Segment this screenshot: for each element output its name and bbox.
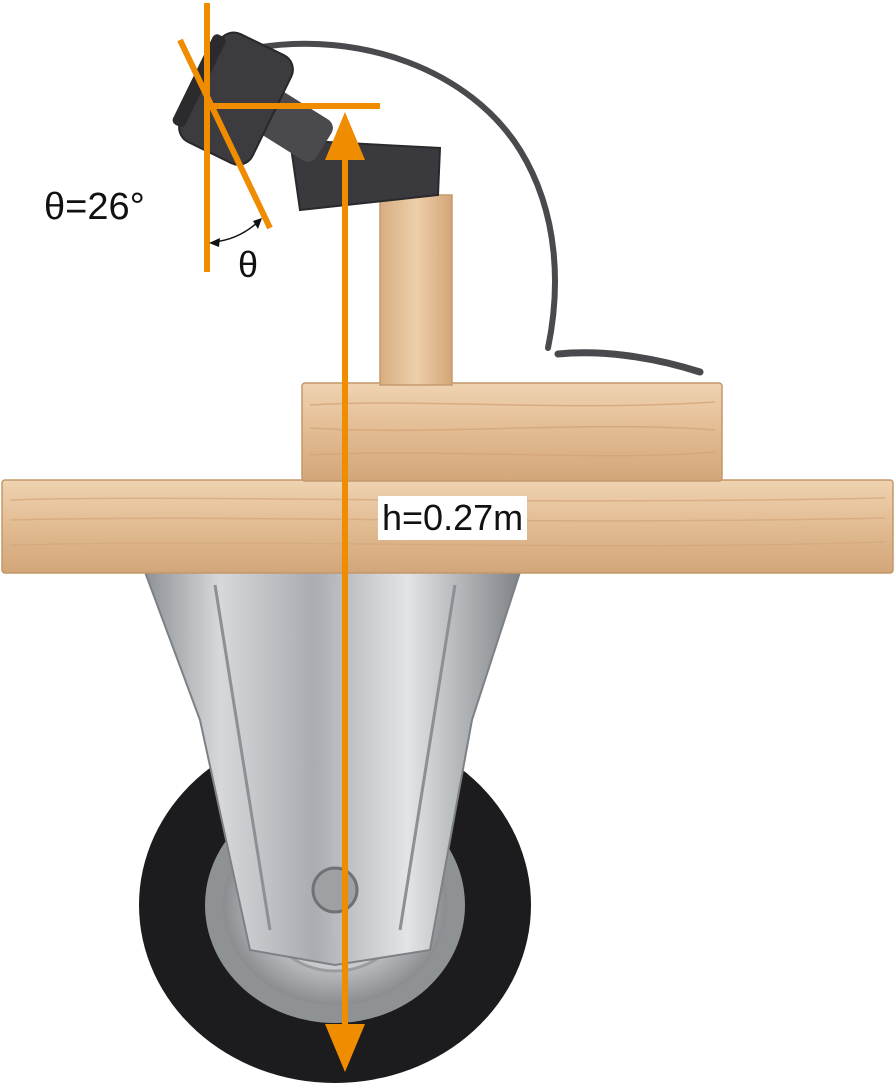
- angle-symbol-label: θ: [238, 244, 259, 285]
- axle-bolt: [313, 868, 357, 912]
- wooden-post: [380, 195, 452, 385]
- height-arrow-head-top: [325, 112, 365, 160]
- height-value-label: h=0.27m: [378, 496, 527, 540]
- cable-end: [558, 353, 700, 372]
- angle-value-label: θ=26°: [44, 186, 145, 228]
- wooden-upper-block: [302, 383, 722, 481]
- angle-arc-arrow-left: [209, 238, 220, 247]
- angle-arc-arrow-right: [253, 218, 262, 229]
